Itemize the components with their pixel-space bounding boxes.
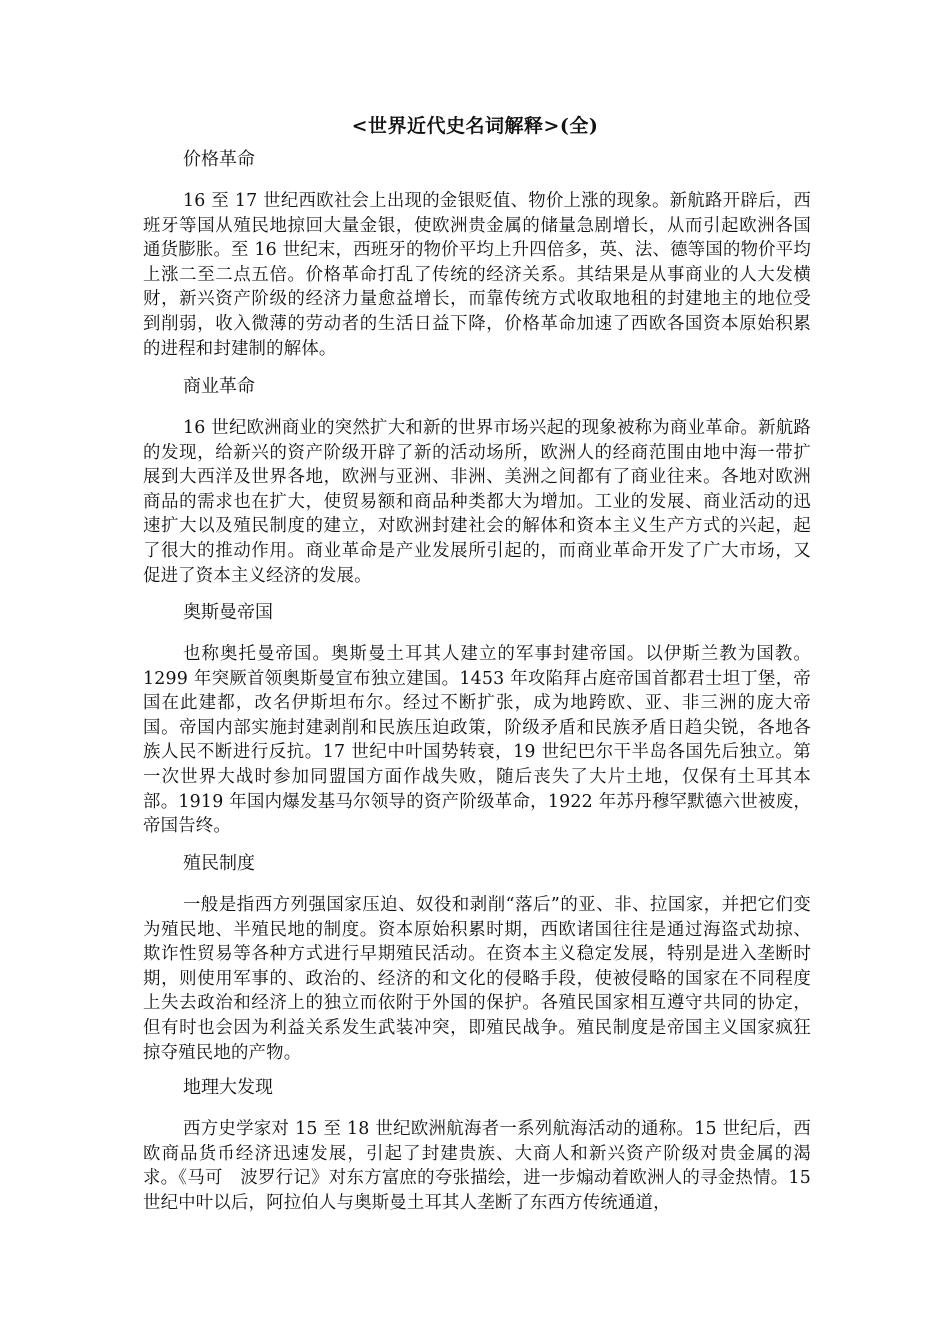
document-title: <世界近代史名词解释>(全): [351, 115, 599, 137]
section-heading: 商业革命: [183, 376, 255, 397]
section-body: 也称奥托曼帝国。奥斯曼土耳其人建立的军事封建帝国。以伊斯兰教为国教。1299 年突厥首领奥斯曼宣布独立建国。1453 年攻陷拜占庭帝国首都君士坦丁堡，帝国在此建都，改名伊斯坦布尔。经过不断扩张，成为地跨欧、亚、非三洲的庞大帝国。帝国内部实施封建剥削和民族压迫政策，阶级矛盾和民族矛盾日趋尖锐，各地各族人民不断进行反抗。17 世纪中叶国势转衰，19 世纪巴尔干半岛各国先后独立。第一次世界大战时参加同盟国方面作战失败，随后丧失了大片土地，仅保有土耳其本部。1919 年国内爆发基马尔领导的资产阶级革命，1922 年苏丹穆罕默德六世被废，帝国告终。: [143, 644, 811, 837]
section-commercial-revolution: [143, 374, 811, 588]
section-heading: 价格革命: [183, 149, 255, 170]
section-heading: 奥斯曼帝国: [183, 602, 273, 623]
section-body: 16 世纪欧洲商业的突然扩大和新的世界市场兴起的现象被称为商业革命。新航路的发现，给新兴的资产阶级开辟了新的活动场所，欧洲人的经商范围由地中海一带扩展到大西洋及世界各地，欧洲与亚洲、非洲、美洲之间都有了商业往来。各地对欧洲商品的需求也在扩大，使贸易额和商品种类都大为增加。工业的发展、商业活动的迅速扩大以及殖民制度的建立，对欧洲封建社会的解体和资本主义生产方式的兴起，起了很大的推动作用。商业革命是产业发展所引起的，而商业革命开发了广大市场，又促进了资本主义经济的发展。: [143, 418, 811, 586]
section-age-of-discovery: [143, 1075, 811, 1215]
section-price-revolution: [143, 147, 811, 361]
section-colonial-system: [143, 851, 811, 1065]
section-body: 西方史学家对 15 至 18 世纪欧洲航海者一系列航海活动的通称。15 世纪后，西欧商品货币经济迅速发展，引起了封建贵族、大商人和新兴资产阶级对贵金属的渴求。《马可 波罗行记》对东方富庶的夸张描绘，进一步煽动着欧洲人的寻金热情。15 世纪中叶以后，阿拉伯人与奥斯曼土耳其人垄断了东西方传统通道，: [143, 1119, 811, 1213]
section-heading: 地理大发现: [183, 1077, 273, 1098]
section-body: 一般是指西方列强国家压迫、奴役和剥削“落后”的亚、非、拉国家，并把它们变为殖民地、半殖民地的制度。资本原始积累时期，西欧诸国往往是通过海盗式劫掠、欺诈性贸易等各种方式进行早期殖民活动。在资本主义稳定发展，特别是进入垄断时期，则使用军事的、政治的、经济的和文化的侵略手段，使被侵略的国家在不同程度上失去政治和经济上的独立而依附于外国的保护。各殖民国家相互遵守共同的协定，但有时也会因为利益关系发生武装冲突，即殖民战争。殖民制度是帝国主义国家疯狂掠夺殖民地的产物。: [143, 895, 811, 1063]
section-body: 16 至 17 世纪西欧社会上出现的金银贬值、物价上涨的现象。新航路开辟后，西班牙等国从殖民地掠回大量金银，使欧洲贵金属的储量急剧增长，从而引起欧洲各国通货膨胀。至 16 世纪末，西班牙的物价平均上升四倍多，英、法、德等国的物价平均上涨二至二点五倍。价格革命打乱了传统的经济关系。其结果是从事商业的人大发横财，新兴资产阶级的经济力量愈益增长，而靠传统方式收取地租的封建地主的地位受到削弱，收入微薄的劳动者的生活日益下降，价格革命加速了西欧各国资本原始积累的进程和封建制的解体。: [143, 191, 811, 359]
section-heading: 殖民制度: [183, 853, 255, 874]
section-ottoman-empire: [143, 600, 811, 839]
